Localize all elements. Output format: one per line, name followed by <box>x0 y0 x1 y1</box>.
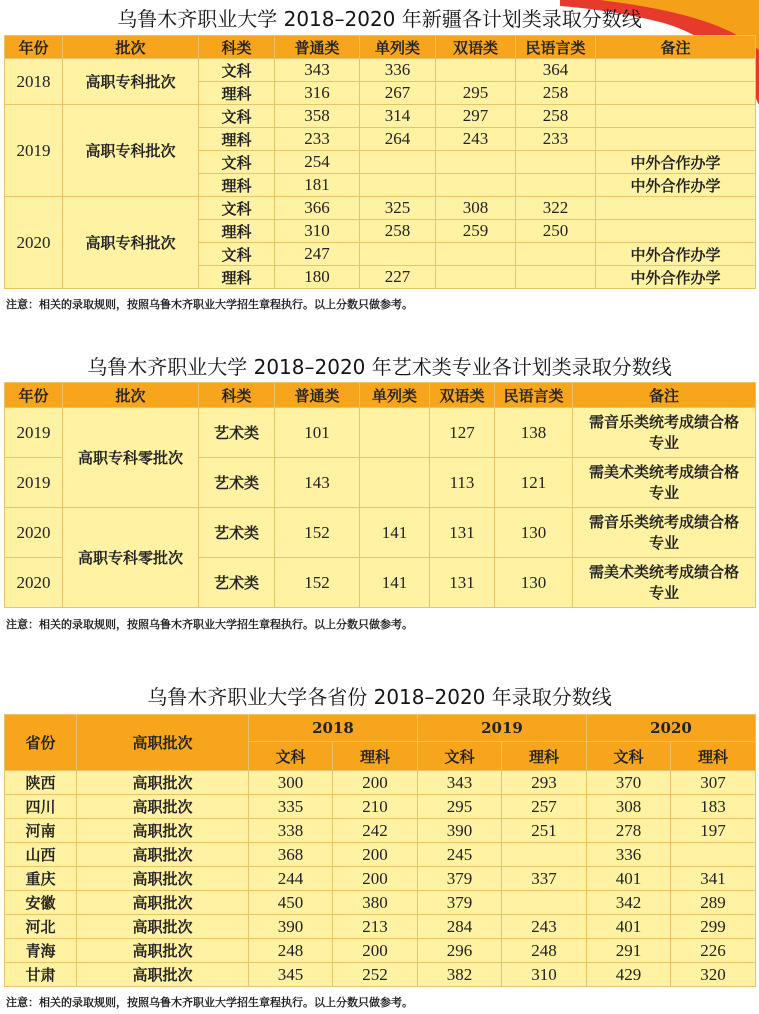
xinjiang-admission-table <box>4 35 756 289</box>
score-cell: 245 <box>418 843 502 867</box>
separate-score-cell <box>360 458 430 508</box>
province-cell: 甘肃 <box>5 963 77 987</box>
score-cell: 379 <box>418 891 502 915</box>
score-cell: 251 <box>502 819 587 843</box>
remark-cell <box>596 105 756 128</box>
bilingual-score-cell: 295 <box>436 82 516 105</box>
province-cell: 重庆 <box>5 867 77 891</box>
remark-cell: 中外合作办学 <box>596 151 756 174</box>
bilingual-score-cell <box>436 59 516 82</box>
regular-score-cell: 233 <box>275 128 360 151</box>
bilingual-score-cell <box>436 243 516 266</box>
regular-score-cell: 310 <box>275 220 360 243</box>
subject-cell: 理科 <box>199 220 275 243</box>
score-cell: 289 <box>671 891 756 915</box>
table3-row <box>5 915 756 939</box>
regular-score-cell: 247 <box>275 243 360 266</box>
table1-header-cell: 单列类 <box>360 36 436 59</box>
bilingual-score-cell: 127 <box>430 408 495 458</box>
score-cell: 337 <box>502 867 587 891</box>
table2-row <box>5 508 756 558</box>
table3-row <box>5 819 756 843</box>
batch-cell: 高职专科批次 <box>63 105 199 197</box>
score-cell: 307 <box>671 771 756 795</box>
table3-row <box>5 963 756 987</box>
table2-header-cell: 批次 <box>63 383 199 408</box>
batch-cell: 高职批次 <box>77 819 249 843</box>
table3-row <box>5 939 756 963</box>
minority-language-score-cell <box>516 174 596 197</box>
batch-cell: 高职批次 <box>77 891 249 915</box>
bilingual-score-cell: 297 <box>436 105 516 128</box>
subject-cell: 文科 <box>199 197 275 220</box>
province-cell: 河北 <box>5 915 77 939</box>
year-cell: 2020 <box>5 558 63 608</box>
score-cell: 284 <box>418 915 502 939</box>
regular-score-cell: 343 <box>275 59 360 82</box>
remark-cell <box>596 82 756 105</box>
table2-title: 乌鲁木齐职业大学 2018–2020 年艺术类专业各计划类录取分数线 <box>87 355 672 379</box>
separate-score-cell: 267 <box>360 82 436 105</box>
year-header-cell: 2020 <box>587 715 756 742</box>
separate-score-cell: 227 <box>360 266 436 289</box>
score-cell: 244 <box>249 867 333 891</box>
table2-header-cell: 普通类 <box>275 383 360 408</box>
score-cell: 200 <box>333 867 418 891</box>
table1-note: 注意：相关的录取规则，按照乌鲁木齐职业大学招生章程执行。以上分数只做参考。 <box>6 298 413 311</box>
bilingual-score-cell <box>436 174 516 197</box>
score-cell: 401 <box>587 915 671 939</box>
table1-header-cell: 双语类 <box>436 36 516 59</box>
bilingual-score-cell: 243 <box>436 128 516 151</box>
subject-header-cell: 理科 <box>333 742 418 771</box>
regular-score-cell: 181 <box>275 174 360 197</box>
subject-cell: 文科 <box>199 105 275 128</box>
province-admission-table <box>4 714 756 987</box>
score-cell: 382 <box>418 963 502 987</box>
minority-language-score-cell: 258 <box>516 82 596 105</box>
table2-header-row <box>5 383 756 408</box>
separate-score-cell: 336 <box>360 59 436 82</box>
score-cell: 379 <box>418 867 502 891</box>
province-cell: 青海 <box>5 939 77 963</box>
subject-cell: 文科 <box>199 59 275 82</box>
subject-cell: 理科 <box>199 174 275 197</box>
score-cell: 320 <box>671 963 756 987</box>
batch-cell: 高职批次 <box>77 771 249 795</box>
score-cell: 429 <box>587 963 671 987</box>
regular-score-cell: 152 <box>275 558 360 608</box>
batch-cell: 高职专科零批次 <box>63 408 199 508</box>
score-cell: 200 <box>333 771 418 795</box>
score-cell: 401 <box>587 867 671 891</box>
score-cell: 210 <box>333 795 418 819</box>
separate-score-cell: 314 <box>360 105 436 128</box>
table3-title: 乌鲁木齐职业大学各省份 2018–2020 年录取分数线 <box>147 685 612 709</box>
batch-cell: 高职专科零批次 <box>63 508 199 608</box>
subject-cell: 文科 <box>199 151 275 174</box>
remark-cell <box>596 220 756 243</box>
province-cell: 山西 <box>5 843 77 867</box>
table3-row <box>5 771 756 795</box>
minority-language-score-cell: 130 <box>495 558 573 608</box>
score-cell: 390 <box>418 819 502 843</box>
table2-header-cell: 备注 <box>573 383 756 408</box>
province-cell: 四川 <box>5 795 77 819</box>
regular-score-cell: 101 <box>275 408 360 458</box>
batch-cell: 高职批次 <box>77 867 249 891</box>
minority-language-score-cell <box>516 151 596 174</box>
minority-language-score-cell: 250 <box>516 220 596 243</box>
subject-cell: 理科 <box>199 82 275 105</box>
score-cell: 252 <box>333 963 418 987</box>
score-cell: 368 <box>249 843 333 867</box>
remark-cell: 中外合作办学 <box>596 266 756 289</box>
batch-cell: 高职批次 <box>77 963 249 987</box>
separate-score-cell <box>360 151 436 174</box>
separate-score-cell: 141 <box>360 508 430 558</box>
bilingual-score-cell: 131 <box>430 558 495 608</box>
table1-row <box>5 105 756 128</box>
art-admission-table <box>4 382 756 608</box>
year-cell: 2019 <box>5 458 63 508</box>
regular-score-cell: 358 <box>275 105 360 128</box>
year-cell: 2020 <box>5 197 63 289</box>
year-header-cell: 2018 <box>249 715 418 742</box>
table2-header-cell: 民语言类 <box>495 383 573 408</box>
table1-header-cell: 批次 <box>63 36 199 59</box>
score-cell: 308 <box>587 795 671 819</box>
score-cell: 200 <box>333 939 418 963</box>
table3-row <box>5 795 756 819</box>
batch-cell: 高职批次 <box>77 843 249 867</box>
table1-row <box>5 197 756 220</box>
batch-cell: 高职批次 <box>77 939 249 963</box>
score-cell: 213 <box>333 915 418 939</box>
bilingual-score-cell: 113 <box>430 458 495 508</box>
table3-note: 注意：相关的录取规则，按照乌鲁木齐职业大学招生章程执行。以上分数只做参考。 <box>6 996 413 1009</box>
table1-row <box>5 59 756 82</box>
score-cell: 278 <box>587 819 671 843</box>
batch-cell: 高职专科批次 <box>63 59 199 105</box>
separate-score-cell: 264 <box>360 128 436 151</box>
score-cell: 197 <box>671 819 756 843</box>
score-cell: 338 <box>249 819 333 843</box>
score-cell: 342 <box>587 891 671 915</box>
score-cell: 257 <box>502 795 587 819</box>
remark-cell: 需音乐类统考成绩合格专业 <box>573 408 756 458</box>
province-header-cell: 省份 <box>5 715 77 771</box>
table2-header-cell: 双语类 <box>430 383 495 408</box>
minority-language-score-cell: 233 <box>516 128 596 151</box>
table1-header-row <box>5 36 756 59</box>
table1-title: 乌鲁木齐职业大学 2018–2020 年新疆各计划类录取分数线 <box>117 7 642 31</box>
bilingual-score-cell: 259 <box>436 220 516 243</box>
batch-cell: 高职专科批次 <box>63 197 199 289</box>
minority-language-score-cell <box>516 243 596 266</box>
score-cell: 370 <box>587 771 671 795</box>
table2-note: 注意：相关的录取规则，按照乌鲁木齐职业大学招生章程执行。以上分数只做参考。 <box>6 618 413 631</box>
remark-cell <box>596 128 756 151</box>
year-cell: 2020 <box>5 508 63 558</box>
remark-cell: 中外合作办学 <box>596 243 756 266</box>
regular-score-cell: 152 <box>275 508 360 558</box>
score-cell <box>502 843 587 867</box>
regular-score-cell: 316 <box>275 82 360 105</box>
table1-header-cell: 普通类 <box>275 36 360 59</box>
bilingual-score-cell: 308 <box>436 197 516 220</box>
remark-cell: 需美术类统考成绩合格专业 <box>573 558 756 608</box>
table2-row <box>5 408 756 458</box>
subject-cell: 艺术类 <box>199 458 275 508</box>
score-cell: 345 <box>249 963 333 987</box>
year-header-cell: 2019 <box>418 715 587 742</box>
table3-header-row-years <box>5 715 756 742</box>
minority-language-score-cell: 121 <box>495 458 573 508</box>
subject-cell: 理科 <box>199 128 275 151</box>
subject-header-cell: 理科 <box>502 742 587 771</box>
minority-language-score-cell: 364 <box>516 59 596 82</box>
regular-score-cell: 254 <box>275 151 360 174</box>
remark-cell <box>596 197 756 220</box>
score-cell: 248 <box>249 939 333 963</box>
province-cell: 河南 <box>5 819 77 843</box>
province-cell: 陕西 <box>5 771 77 795</box>
minority-language-score-cell: 138 <box>495 408 573 458</box>
table2-header-cell: 单列类 <box>360 383 430 408</box>
table1-header-cell: 年份 <box>5 36 63 59</box>
separate-score-cell <box>360 174 436 197</box>
table1-header-cell: 备注 <box>596 36 756 59</box>
score-cell: 296 <box>418 939 502 963</box>
bilingual-score-cell: 131 <box>430 508 495 558</box>
bilingual-score-cell <box>436 151 516 174</box>
score-cell: 293 <box>502 771 587 795</box>
score-cell: 295 <box>418 795 502 819</box>
score-cell: 336 <box>587 843 671 867</box>
regular-score-cell: 366 <box>275 197 360 220</box>
score-cell: 300 <box>249 771 333 795</box>
score-cell: 242 <box>333 819 418 843</box>
minority-language-score-cell <box>516 266 596 289</box>
batch-cell: 高职批次 <box>77 915 249 939</box>
table3-row <box>5 843 756 867</box>
score-cell: 243 <box>502 915 587 939</box>
score-cell: 341 <box>671 867 756 891</box>
table3-row <box>5 867 756 891</box>
remark-cell: 需音乐类统考成绩合格专业 <box>573 508 756 558</box>
score-cell: 299 <box>671 915 756 939</box>
remark-cell: 中外合作办学 <box>596 174 756 197</box>
score-cell: 291 <box>587 939 671 963</box>
table1-header-cell: 民语言类 <box>516 36 596 59</box>
score-cell: 183 <box>671 795 756 819</box>
score-cell <box>671 843 756 867</box>
table3-row <box>5 891 756 915</box>
subject-header-cell: 文科 <box>587 742 671 771</box>
table2-header-cell: 科类 <box>199 383 275 408</box>
regular-score-cell: 143 <box>275 458 360 508</box>
year-cell: 2018 <box>5 59 63 105</box>
bilingual-score-cell <box>436 266 516 289</box>
score-cell: 226 <box>671 939 756 963</box>
subject-header-cell: 文科 <box>249 742 333 771</box>
separate-score-cell <box>360 243 436 266</box>
separate-score-cell: 141 <box>360 558 430 608</box>
batch-header-cell: 高职批次 <box>77 715 249 771</box>
subject-cell: 理科 <box>199 266 275 289</box>
score-cell: 380 <box>333 891 418 915</box>
minority-language-score-cell: 258 <box>516 105 596 128</box>
province-cell: 安徽 <box>5 891 77 915</box>
remark-cell: 需美术类统考成绩合格专业 <box>573 458 756 508</box>
year-cell: 2019 <box>5 105 63 197</box>
table1-header-cell: 科类 <box>199 36 275 59</box>
score-cell: 335 <box>249 795 333 819</box>
separate-score-cell: 325 <box>360 197 436 220</box>
score-cell <box>502 891 587 915</box>
subject-header-cell: 理科 <box>671 742 756 771</box>
subject-cell: 艺术类 <box>199 408 275 458</box>
regular-score-cell: 180 <box>275 266 360 289</box>
batch-cell: 高职批次 <box>77 795 249 819</box>
subject-cell: 文科 <box>199 243 275 266</box>
separate-score-cell <box>360 408 430 458</box>
minority-language-score-cell: 322 <box>516 197 596 220</box>
year-cell: 2019 <box>5 408 63 458</box>
subject-header-cell: 文科 <box>418 742 502 771</box>
score-cell: 450 <box>249 891 333 915</box>
remark-cell <box>596 59 756 82</box>
score-cell: 200 <box>333 843 418 867</box>
score-cell: 343 <box>418 771 502 795</box>
score-cell: 390 <box>249 915 333 939</box>
separate-score-cell: 258 <box>360 220 436 243</box>
score-cell: 248 <box>502 939 587 963</box>
minority-language-score-cell: 130 <box>495 508 573 558</box>
subject-cell: 艺术类 <box>199 508 275 558</box>
table2-header-cell: 年份 <box>5 383 63 408</box>
score-cell: 310 <box>502 963 587 987</box>
subject-cell: 艺术类 <box>199 558 275 608</box>
